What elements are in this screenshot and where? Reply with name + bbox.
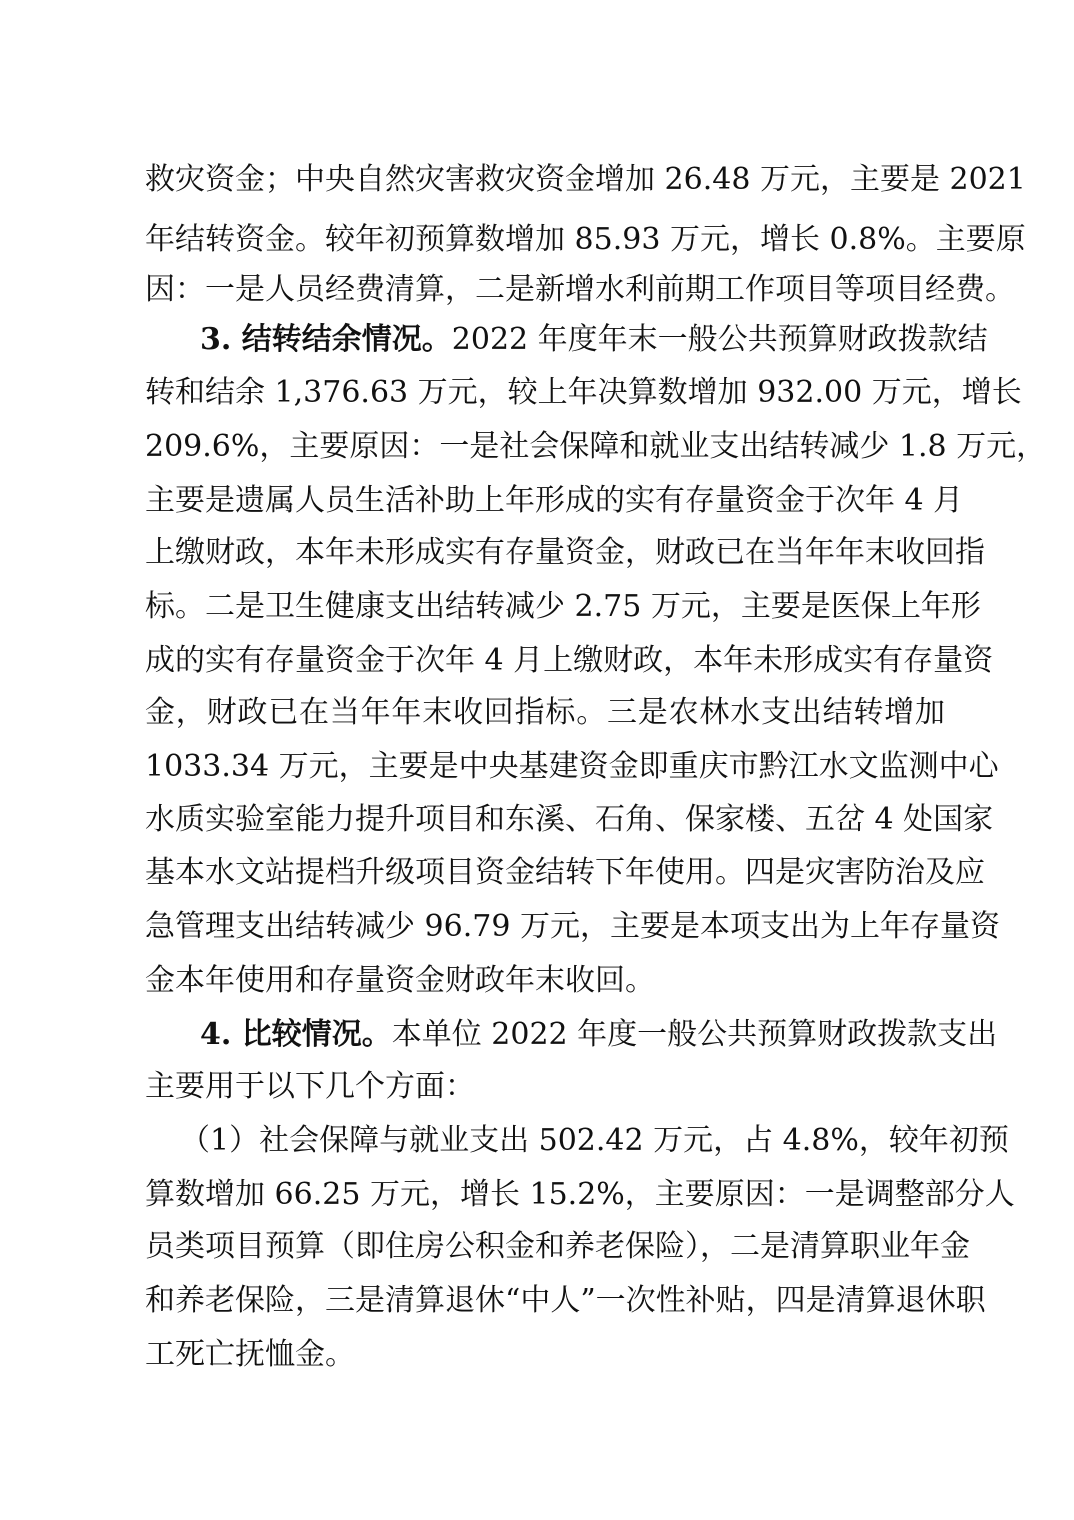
text-line: 员类项目预算（即住房公积金和养老保险），二是清算职业年金: [145, 1229, 970, 1264]
text-line: 金本年使用和存量资金财政年末收回。: [145, 963, 655, 998]
text-line: 金，财政已在当年年末收回指标。三是农林水支出结转增加: [145, 695, 945, 730]
section-4-heading: 4. 比较情况。: [200, 1017, 392, 1052]
text-line: 209.6%，主要原因：一是社会保障和就业支出结转减少 1.8 万元，: [145, 429, 1047, 464]
text-line: 1033.34 万元，主要是中央基建资金即重庆市黔江水文监测中心: [145, 749, 999, 784]
text-line: 算数增加 66.25 万元，增长 15.2%，主要原因：一是调整部分人: [145, 1177, 1015, 1212]
text-line: 标。二是卫生健康支出结转减少 2.75 万元，主要是医保上年形: [145, 589, 981, 624]
text-line: （1）社会保障与就业支出 502.42 万元，占 4.8%，较年初预: [180, 1123, 1009, 1158]
text-span: 本单位 2022 年度一般公共预算财政拨款支出: [391, 1017, 998, 1052]
section-3-heading: 3. 结转结余情况。: [200, 322, 452, 357]
text-line: 和养老保险，三是清算退休“中人”一次性补贴，四是清算退休职: [145, 1283, 986, 1318]
text-line: 年结转资金。较年初预算数增加 85.93 万元，增长 0.8%。主要原: [145, 222, 1026, 257]
text-line: 主要是遗属人员生活补助上年形成的实有存量资金于次年 4 月: [145, 483, 964, 518]
text-line: 转和结余 1,376.63 万元，较上年决算数增加 932.00 万元，增长: [145, 375, 1022, 410]
section-4-paragraph-first-line: [200, 1010, 998, 1060]
text-line: 救灾资金；中央自然灾害救灾资金增加 26.48 万元，主要是 2021: [145, 162, 1026, 197]
text-line: 水质实验室能力提升项目和东溪、石角、保家楼、五岔 4 处国家: [145, 802, 994, 837]
text-line: 主要用于以下几个方面：: [145, 1069, 475, 1104]
text-line: 因：一是人员经费清算，二是新增水利前期工作项目等项目经费。: [145, 272, 1015, 307]
section-3-paragraph-first-line: [200, 315, 988, 365]
text-line: 成的实有存量资金于次年 4 月上缴财政，本年未形成实有存量资: [145, 643, 994, 678]
text-line: 基本水文站提档升级项目资金结转下年使用。四是灾害防治及应: [145, 855, 985, 890]
text-line: 急管理支出结转减少 96.79 万元，主要是本项支出为上年存量资: [145, 909, 1000, 944]
text-line: 上缴财政，本年未形成实有存量资金，财政已在当年年末收回指: [145, 535, 985, 570]
text-span: 2022 年度年末一般公共预算财政拨款结: [451, 322, 988, 357]
text-line: 工死亡抚恤金。: [145, 1337, 355, 1372]
